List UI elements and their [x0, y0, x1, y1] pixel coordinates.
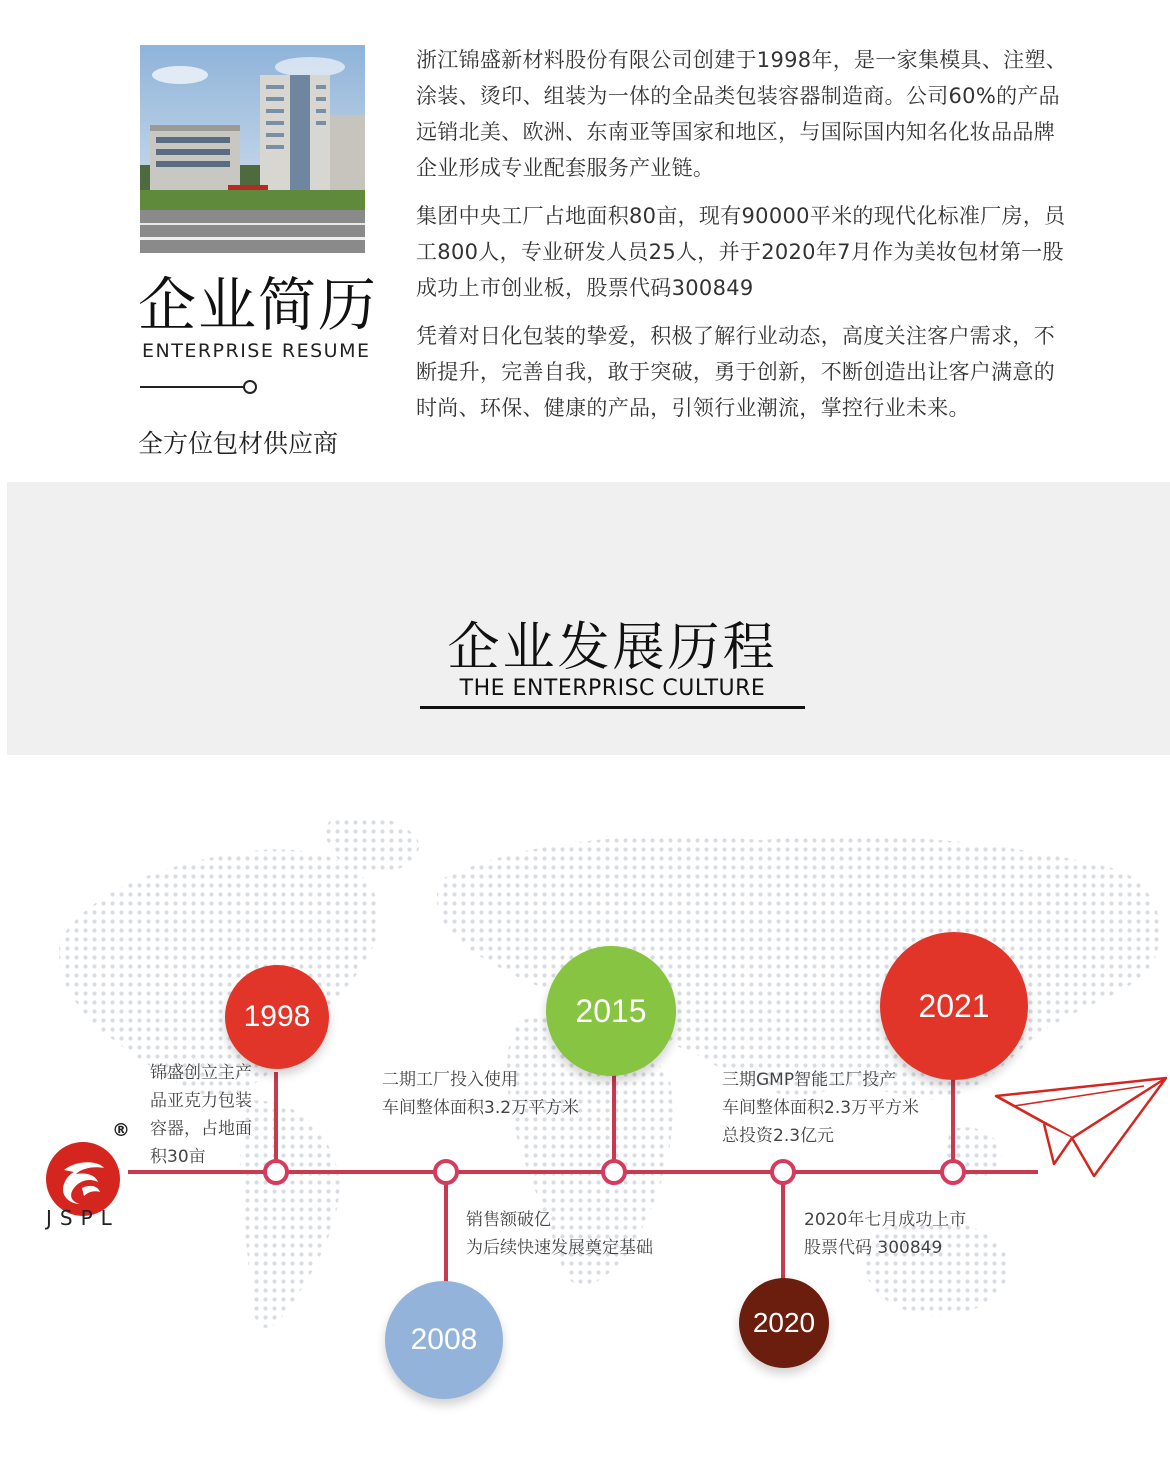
event-line: 车间整体面积3.2万平方米 — [382, 1098, 580, 1118]
year-2015-circle: 2015 — [546, 946, 676, 1076]
event-line: 三期GMP智能工厂投产 — [722, 1070, 897, 1090]
event-line: 股票代码 300849 — [804, 1238, 943, 1258]
event-line: 车间整体面积2.3万平方米 — [722, 1098, 920, 1118]
timeline-node — [940, 1159, 966, 1185]
decorative-dot — [243, 380, 257, 394]
event-line: 锦盛创立主产 — [150, 1063, 252, 1083]
registered-mark: ® — [112, 1120, 130, 1141]
intro-paragraph: 集团中央工厂占地面积80亩，现有90000平米的现代化标准厂房，员工800人，专业研发人员25人，并于2020年7月作为美妆包材第一股成功上市创业板，股票代码300849 — [416, 204, 1066, 300]
history-title-en: THE ENTERPRISC CULTURE — [459, 676, 766, 701]
event-line: 容器，占地面 — [150, 1119, 252, 1139]
event-line: 品亚克力包装 — [150, 1091, 252, 1111]
paper-plane-icon — [994, 1076, 1170, 1186]
timeline — [0, 800, 1170, 1466]
stem-1998 — [274, 1072, 278, 1170]
event-line: 2020年七月成功上市 — [804, 1210, 967, 1230]
resume-title: 企业简历 — [138, 271, 379, 339]
title-underline — [420, 706, 805, 709]
year-2008-circle: 2008 — [385, 1281, 503, 1399]
timeline-node — [263, 1159, 289, 1185]
event-line: 二期工厂投入使用 — [382, 1070, 518, 1090]
event-line: 销售额破亿 — [466, 1210, 551, 1230]
event-line: 总投资2.3亿元 — [722, 1126, 835, 1146]
stem-2021 — [951, 1070, 955, 1170]
logo-swirl-icon — [46, 1142, 120, 1216]
stem-2015 — [612, 1070, 616, 1170]
year-1998-circle: 1998 — [225, 965, 329, 1069]
event-line: 为后续快速发展奠定基础 — [466, 1238, 653, 1258]
intro-paragraph: 浙江锦盛新材料股份有限公司创建于1998年，是一家集模具、注塑、涂装、烫印、组装为一体的全品类包装容器制造商。公司60%的产品远销北美、欧洲、东南亚等国家和地区，与国际国内知名化妆品品牌企业形成专业配套服务产业链。 — [416, 48, 1068, 180]
factory-photo — [140, 45, 365, 253]
stem-2008 — [444, 1174, 448, 1284]
event-2020 — [804, 1206, 966, 1262]
company-intro — [416, 42, 1076, 438]
year-2021-circle: 2021 — [880, 932, 1028, 1080]
history-title: 企业发展历程 — [447, 618, 778, 678]
intro-paragraph: 凭着对日化包装的挚爱，积极了解行业动态，高度关注客户需求，不断提升，完善自我，敢于突破，勇于创新，不断创造出让客户满意的时尚、环保、健康的产品，引领行业潮流，掌控行业未来。 — [416, 324, 1055, 420]
year-2020-circle: 2020 — [739, 1278, 829, 1368]
event-line: 积30亩 — [150, 1147, 206, 1167]
event-1998 — [150, 1059, 252, 1171]
timeline-node — [770, 1159, 796, 1185]
stem-2020 — [781, 1174, 785, 1280]
logo-text: JSPL — [46, 1206, 120, 1230]
resume-subtitle: 全方位包材供应商 — [138, 429, 339, 458]
timeline-node — [601, 1159, 627, 1185]
event-2021 — [722, 1066, 919, 1150]
resume-title-en: ENTERPRISE RESUME — [142, 340, 371, 362]
event-2008 — [466, 1206, 653, 1262]
company-logo — [46, 1142, 120, 1216]
timeline-node — [433, 1159, 459, 1185]
event-2015 — [382, 1066, 579, 1122]
decorative-line — [140, 386, 248, 388]
